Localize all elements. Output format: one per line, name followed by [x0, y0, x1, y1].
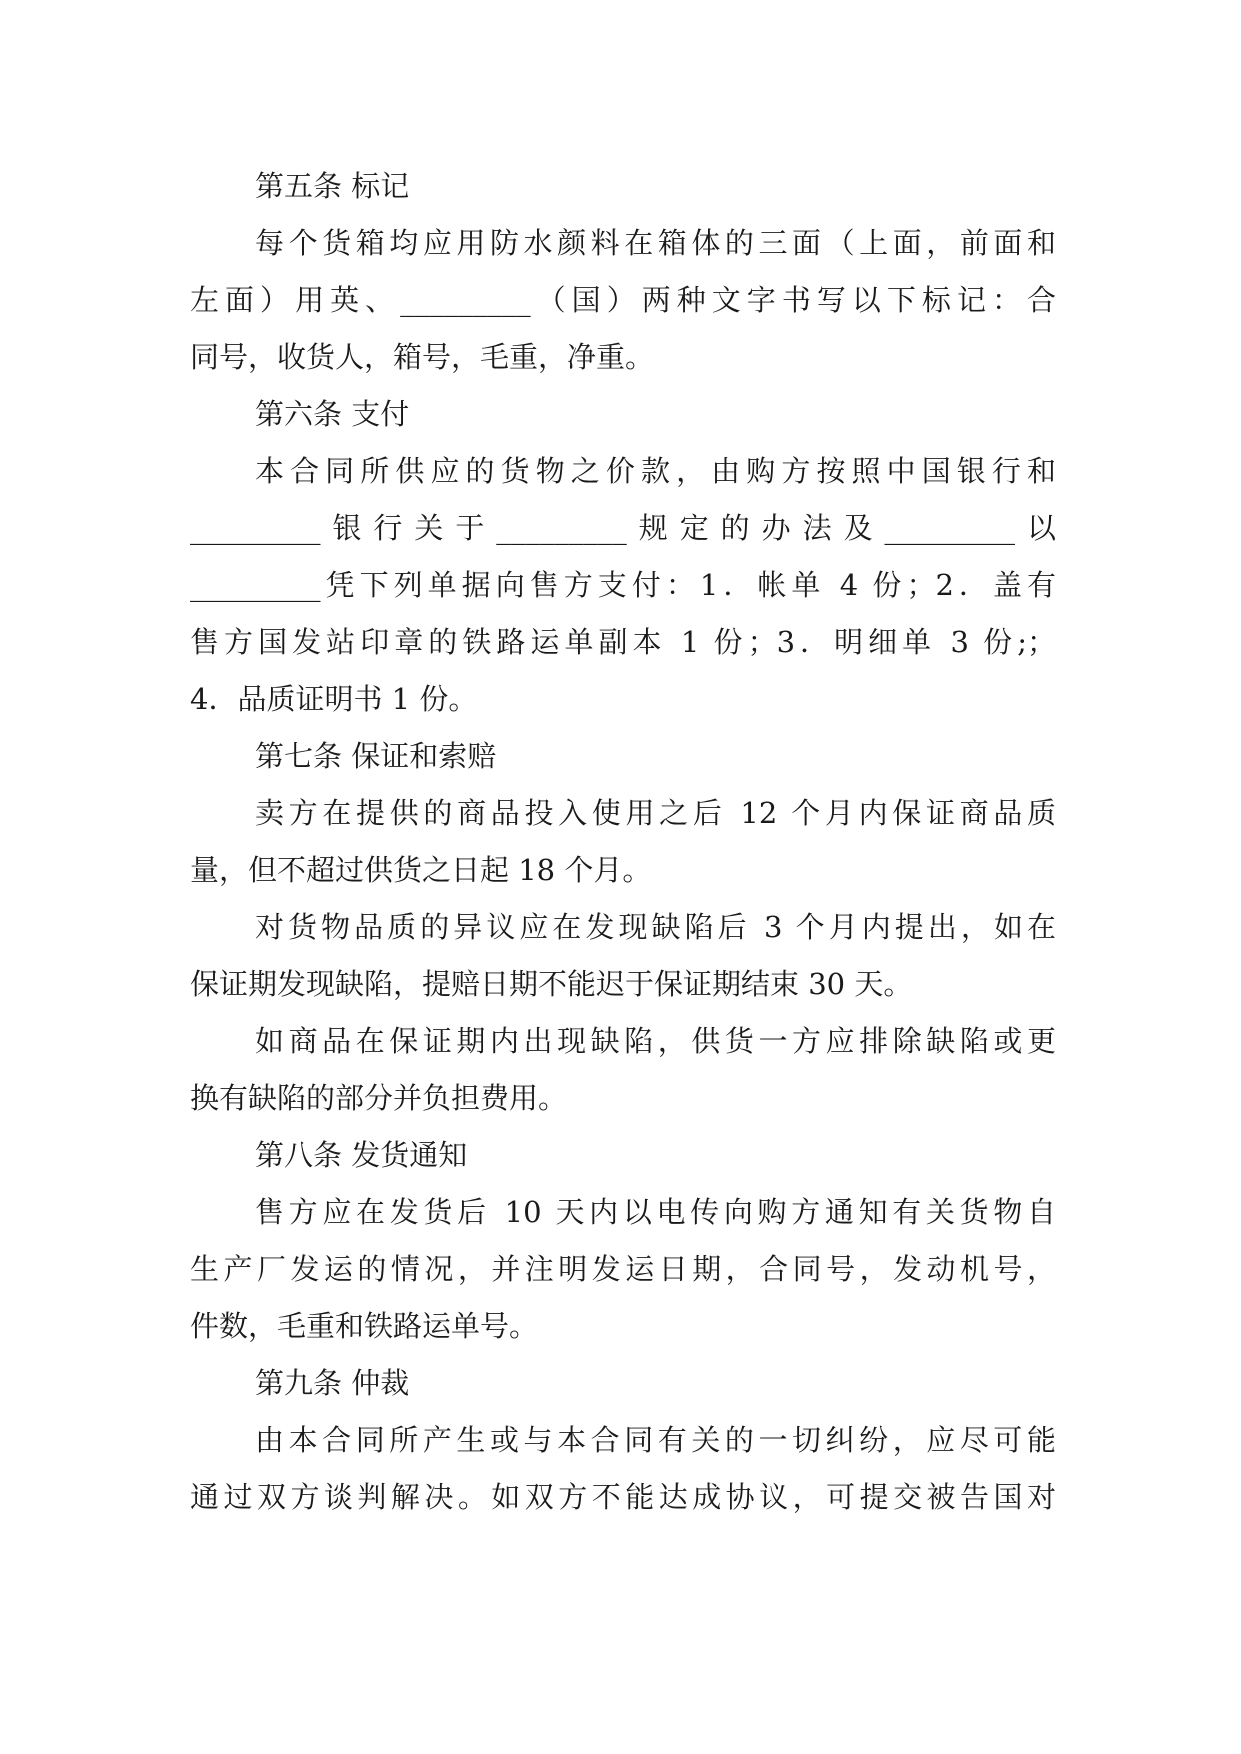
article-8-text-line: 生产厂发运的情况，并注明发运日期，合同号，发动机号，	[190, 1252, 1056, 1286]
article-5-text-line: 同号，收货人，箱号，毛重，净重。	[190, 340, 655, 374]
article-7-text-line: 卖方在提供的商品投入使用之后 12 个月内保证商品质	[255, 796, 1056, 830]
article-9-text-line: 通过双方谈判解决。如双方不能达成协议，可提交被告国对	[190, 1480, 1056, 1514]
article-5-text-line: 每个货箱均应用防水颜料在箱体的三面（上面，前面和	[255, 226, 1056, 260]
article-6-text-line: _________银行关于_________规定的办法及_________以	[190, 511, 1056, 545]
article-7-heading: 第七条 保证和索赔	[255, 739, 497, 773]
article-6-heading: 第六条 支付	[255, 397, 410, 431]
article-5-heading: 第五条 标记	[255, 169, 410, 203]
article-6-text-line: 本合同所供应的货物之价款，由购方按照中国银行和	[255, 454, 1056, 488]
article-7-text-line: 量，但不超过供货之日起 18 个月。	[190, 853, 652, 887]
article-6-text-line: 售方国发站印章的铁路运单副本 1 份；3．明细单 3 份;；	[190, 625, 1056, 659]
article-7-text-line: 保证期发现缺陷，提赔日期不能迟于保证期结束 30 天。	[190, 967, 913, 1001]
article-6-text-line: _________凭下列单据向售方支付：1．帐单 4 份；2．盖有	[190, 568, 1056, 602]
article-9-heading: 第九条 仲裁	[255, 1366, 410, 1400]
article-6-text-line: 4．品质证明书 1 份。	[190, 682, 478, 716]
article-8-heading: 第八条 发货通知	[255, 1138, 468, 1172]
article-7-text-line: 如商品在保证期内出现缺陷，供货一方应排除缺陷或更	[255, 1024, 1056, 1058]
article-9-text-line: 由本合同所产生或与本合同有关的一切纠纷，应尽可能	[255, 1423, 1056, 1457]
article-7-text-line: 对货物品质的异议应在发现缺陷后 3 个月内提出，如在	[255, 910, 1056, 944]
article-5-text-line: 左面）用英、_________（国）两种文字书写以下标记：合	[190, 283, 1056, 317]
article-7-text-line: 换有缺陷的部分并负担费用。	[190, 1081, 568, 1115]
article-8-text-line: 售方应在发货后 10 天内以电传向购方通知有关货物自	[255, 1195, 1056, 1229]
article-8-text-line: 件数，毛重和铁路运单号。	[190, 1309, 539, 1343]
